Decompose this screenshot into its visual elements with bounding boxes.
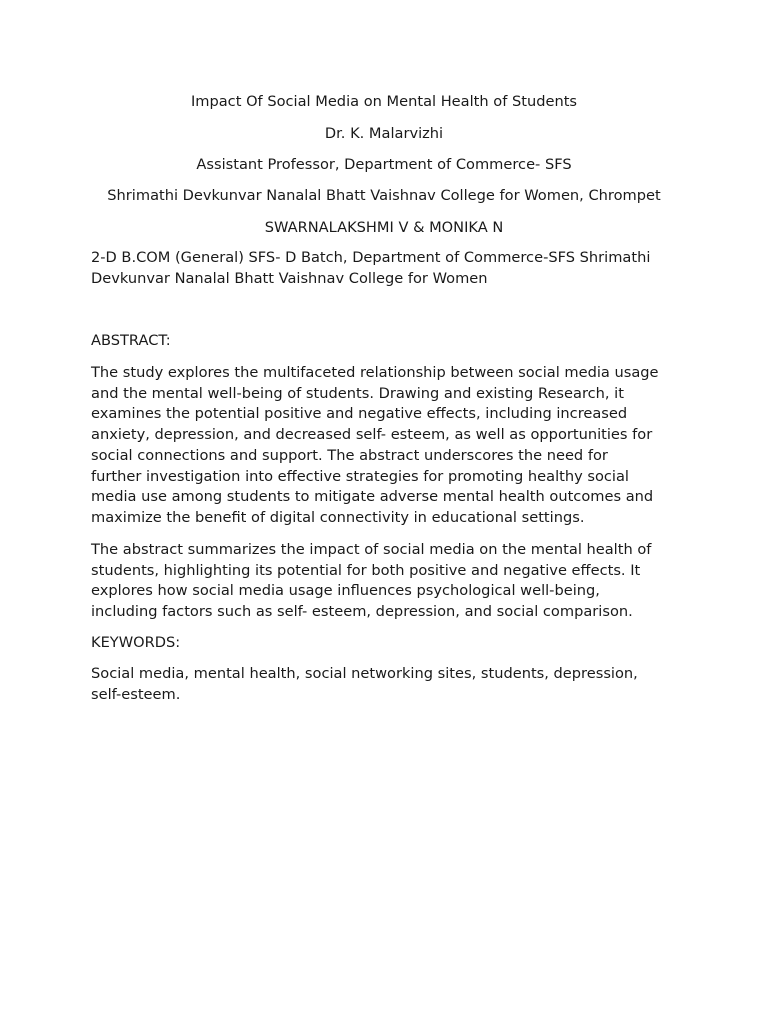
student-names: SWARNALAKSHMI V & MONIKA N — [264, 219, 504, 236]
keywords-heading: KEYWORDS: — [91, 634, 181, 651]
paper-title: Impact Of Social Media on Mental Health of Students — [190, 93, 578, 110]
student-affiliation — [91, 248, 681, 289]
keywords-line: Social media, mental health, social networking sites, students, depression, — [91, 665, 638, 682]
keywords-list — [91, 664, 681, 705]
paragraph-line: students, highlighting its potential for both positive and negative effects. It — [91, 561, 641, 579]
paragraph-line: including factors such as self- esteem, depression, and social comparison. — [91, 603, 633, 621]
author-designation: Assistant Professor, Department of Commerce- SFS — [196, 156, 572, 173]
paragraph-line: The study explores the multifaceted relationship between social media usage — [91, 364, 659, 381]
affiliation-line: Devkunvar Nanalal Bhatt Vaishnav College for Women — [91, 269, 488, 287]
affiliation-line: 2-D B.COM (General) SFS- D Batch, Department of Commerce-SFS Shrimathi — [91, 249, 651, 266]
keywords-line: self-esteem. — [91, 685, 181, 703]
paragraph-line: anxiety, depression, and decreased self- esteem, as well as opportunities for — [91, 426, 653, 444]
paragraph-line: explores how social media usage influences psychological well-being, — [91, 582, 600, 600]
paragraph-line: and the mental well-being of students. Drawing and existing Research, it — [91, 384, 624, 402]
paragraph-line: maximize the benefit of digital connectivity in educational settings. — [91, 508, 585, 526]
paragraph-line: The abstract summarizes the impact of social media on the mental health of — [91, 541, 652, 558]
abstract-paragraph-1 — [91, 363, 681, 529]
paragraph-line: media use among students to mitigate adverse mental health outcomes and — [91, 488, 654, 506]
abstract-heading: ABSTRACT: — [91, 332, 171, 349]
paragraph-line: social connections and support. The abstract underscores the need for — [91, 446, 608, 464]
college-name: Shrimathi Devkunvar Nanalal Bhatt Vaishnav College for Women, Chrompet — [107, 187, 661, 204]
paragraph-line: further investigation into effective strategies for promoting healthy social — [91, 467, 629, 485]
author-name: Dr. K. Malarvizhi — [324, 125, 444, 142]
paragraph-line: examines the potential positive and negative effects, including increased — [91, 405, 628, 423]
abstract-paragraph-2 — [91, 540, 681, 623]
